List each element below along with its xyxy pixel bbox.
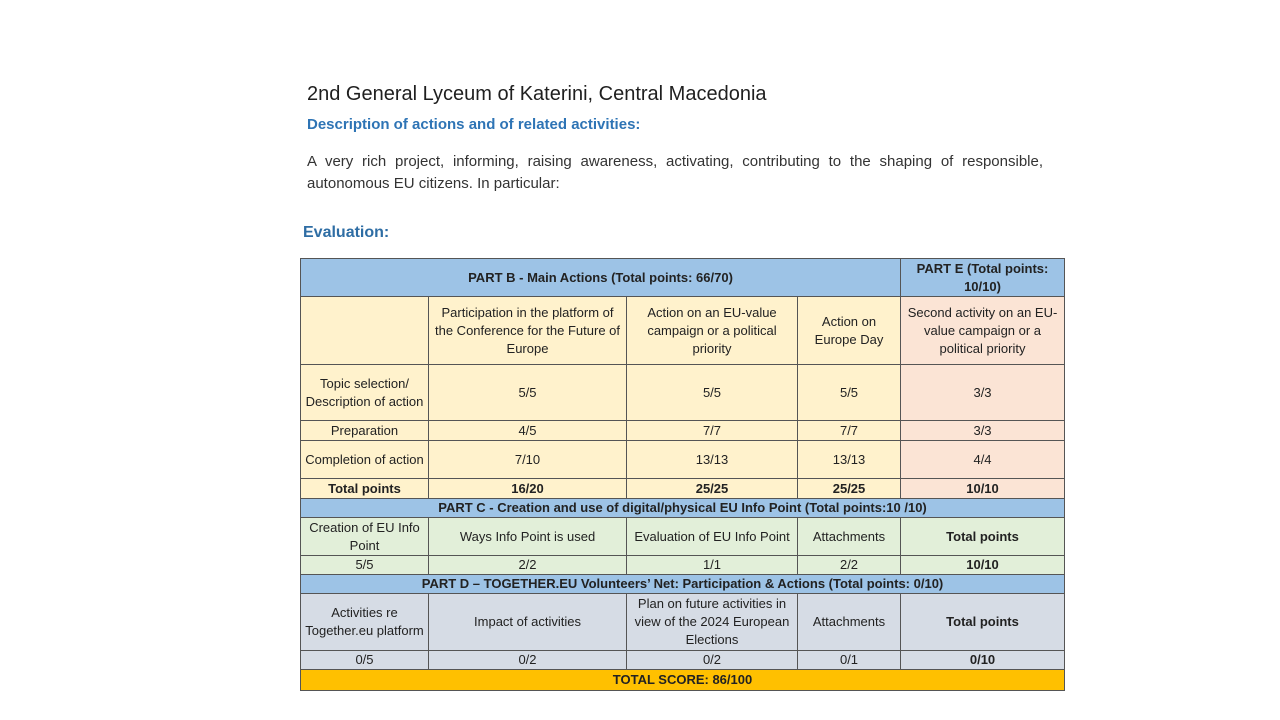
- column-header: Plan on future activities in view of the 2024 European Elections: [627, 594, 798, 651]
- score-cell: 7/7: [798, 421, 901, 441]
- score-cell: 4/5: [429, 421, 627, 441]
- score-cell: 7/10: [429, 441, 627, 479]
- total-cell: 25/25: [627, 479, 798, 499]
- column-header: Attachments: [798, 594, 901, 651]
- column-header: Ways Info Point is used: [429, 518, 627, 556]
- column-header: Action on Europe Day: [798, 297, 901, 365]
- score-cell: 4/4: [901, 441, 1065, 479]
- row-label: Preparation: [301, 421, 429, 441]
- column-header: Attachments: [798, 518, 901, 556]
- score-cell: 5/5: [627, 365, 798, 421]
- score-cell: 0/2: [429, 651, 627, 670]
- row-label: Topic selection/ Description of action: [301, 365, 429, 421]
- row-label-total: Total points: [301, 479, 429, 499]
- column-header: Impact of activities: [429, 594, 627, 651]
- total-cell: 25/25: [798, 479, 901, 499]
- column-header: Total points: [901, 594, 1065, 651]
- score-cell: 5/5: [429, 365, 627, 421]
- score-cell: 0/1: [798, 651, 901, 670]
- score-cell: 2/2: [798, 556, 901, 575]
- column-header: Action on an EU-value campaign or a political priority: [627, 297, 798, 365]
- column-header: Second activity on an EU-value campaign or a political priority: [901, 297, 1065, 365]
- score-cell: 5/5: [798, 365, 901, 421]
- column-header: Participation in the platform of the Conference for the Future of Europe: [429, 297, 627, 365]
- column-header: Total points: [901, 518, 1065, 556]
- score-cell: 7/7: [627, 421, 798, 441]
- column-header: Activities re Together.eu platform: [301, 594, 429, 651]
- section-subtitle: Description of actions and of related activities:: [307, 116, 641, 133]
- score-cell: 2/2: [429, 556, 627, 575]
- score-cell: 0/5: [301, 651, 429, 670]
- row-label: Completion of action: [301, 441, 429, 479]
- part-b-title: PART B - Main Actions (Total points: 66/70): [301, 259, 901, 297]
- score-cell: 3/3: [901, 421, 1065, 441]
- total-cell: 10/10: [901, 556, 1065, 575]
- score-cell: 3/3: [901, 365, 1065, 421]
- document-title: 2nd General Lyceum of Katerini, Central Macedonia: [307, 83, 767, 105]
- total-cell: 16/20: [429, 479, 627, 499]
- part-e-title: PART E (Total points: 10/10): [901, 259, 1065, 297]
- score-cell: 5/5: [301, 556, 429, 575]
- part-d-title: PART D – TOGETHER.EU Volunteers’ Net: Participation & Actions (Total points: 0/10): [301, 575, 1065, 594]
- total-cell: 0/10: [901, 651, 1065, 670]
- description-paragraph: A very rich project, informing, raising awareness, activating, contributing to the shaping of responsible, autonomous EU citizens. In particular:: [307, 153, 1043, 192]
- evaluation-table: [300, 258, 1065, 691]
- empty-header-cell: [301, 297, 429, 365]
- column-header: Creation of EU Info Point: [301, 518, 429, 556]
- score-cell: 13/13: [798, 441, 901, 479]
- score-cell: 0/2: [627, 651, 798, 670]
- total-cell: 10/10: [901, 479, 1065, 499]
- total-score: TOTAL SCORE: 86/100: [301, 670, 1065, 691]
- score-cell: 13/13: [627, 441, 798, 479]
- part-c-title: PART C - Creation and use of digital/physical EU Info Point (Total points:10 /10): [301, 499, 1065, 518]
- score-cell: 1/1: [627, 556, 798, 575]
- column-header: Evaluation of EU Info Point: [627, 518, 798, 556]
- evaluation-heading: Evaluation:: [303, 224, 390, 241]
